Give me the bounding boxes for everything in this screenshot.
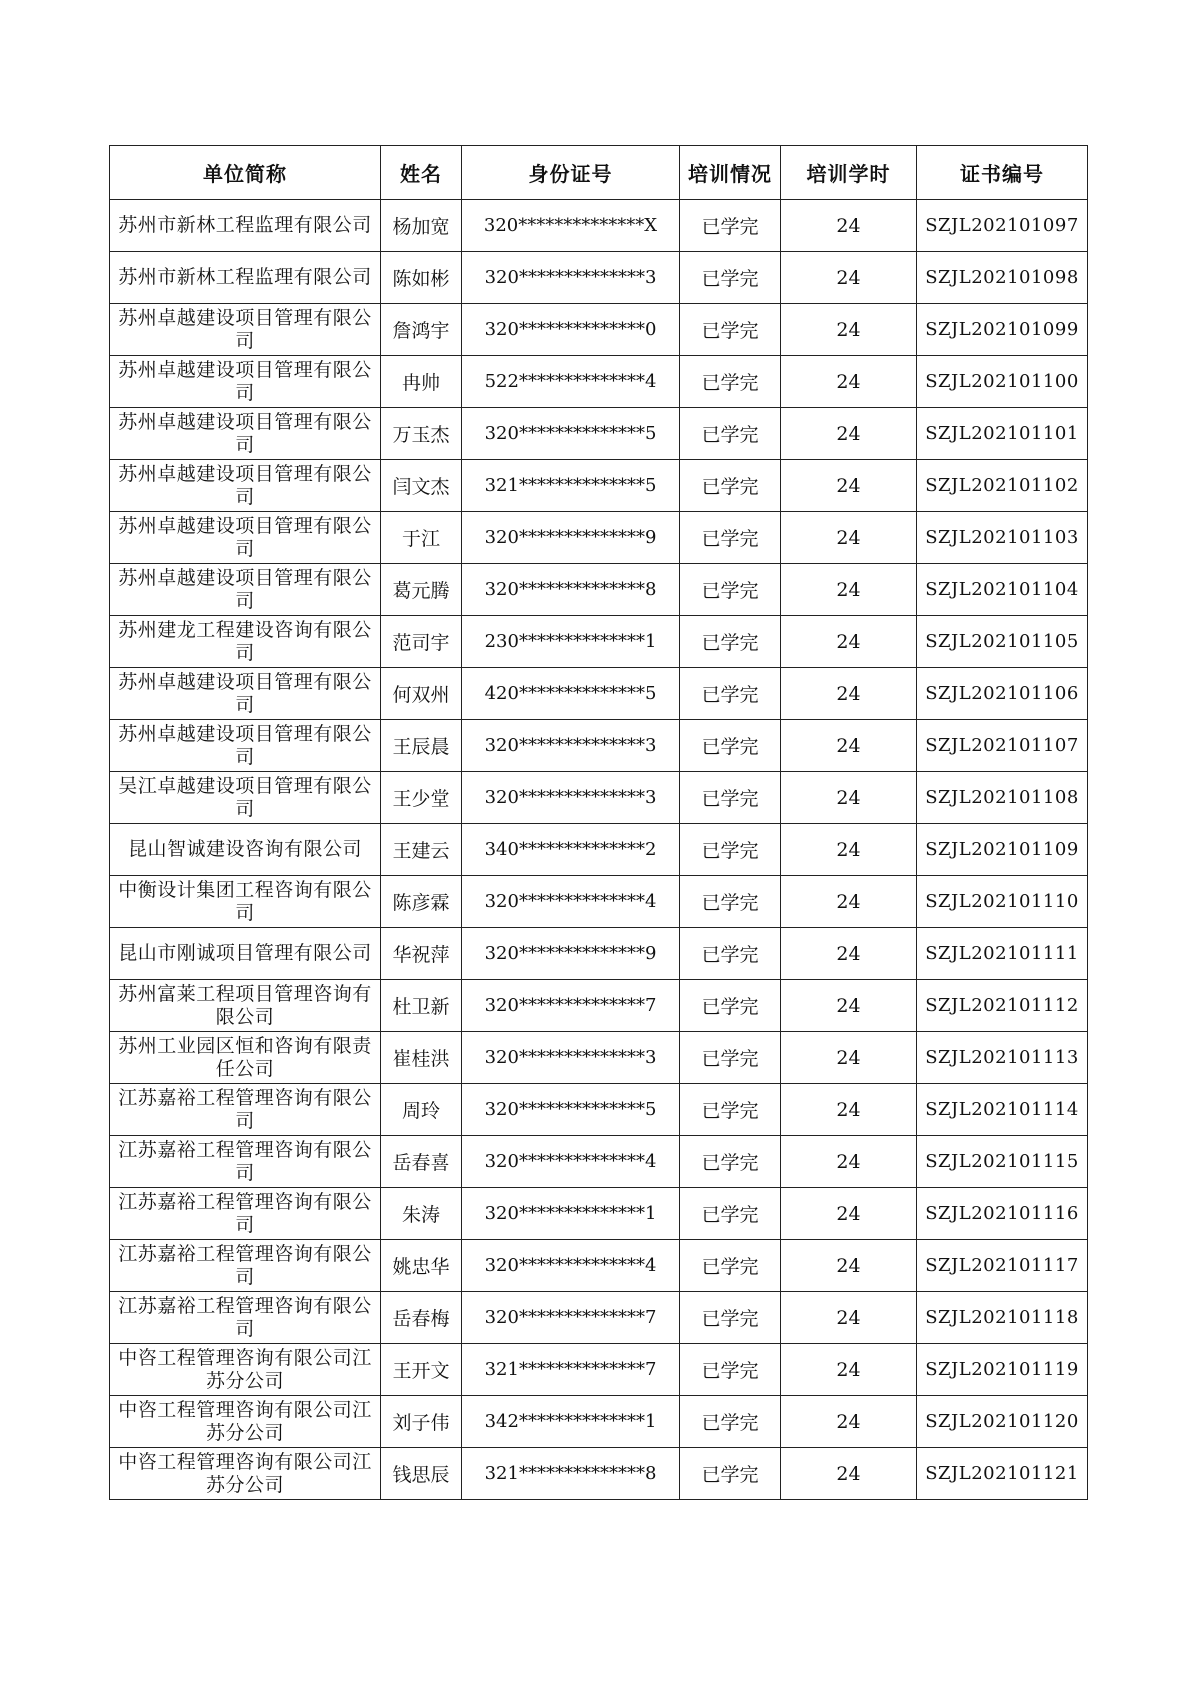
table-row — [110, 1292, 1088, 1344]
id-number-cell: 320**************5 — [462, 408, 680, 460]
header-company: 单位简称 — [110, 146, 381, 200]
id-number-cell: 320**************3 — [462, 772, 680, 824]
training-status-cell: 已学完 — [680, 1136, 781, 1188]
training-hours-cell: 24 — [781, 1084, 917, 1136]
training-hours-cell: 24 — [781, 1136, 917, 1188]
name-cell: 钱思辰 — [381, 1448, 462, 1500]
certificate-no-cell: SZJL202101107 — [917, 720, 1088, 772]
name-cell: 杨加宽 — [381, 200, 462, 252]
id-number-cell: 320**************9 — [462, 512, 680, 564]
certificate-no-cell: SZJL202101117 — [917, 1240, 1088, 1292]
table-row — [110, 1396, 1088, 1448]
company-cell — [110, 668, 381, 720]
training-hours-cell: 24 — [781, 616, 917, 668]
training-status-cell: 已学完 — [680, 356, 781, 408]
company-cell — [110, 980, 381, 1032]
training-hours-cell: 24 — [781, 1032, 917, 1084]
company-name-text: 江苏嘉裕工程管理咨询有限公司 — [118, 1294, 372, 1340]
name-cell: 万玉杰 — [381, 408, 462, 460]
table-row — [110, 980, 1088, 1032]
certificate-no-cell: SZJL202101116 — [917, 1188, 1088, 1240]
training-status-cell: 已学完 — [680, 408, 781, 460]
certificate-no-cell: SZJL202101115 — [917, 1136, 1088, 1188]
table-row — [110, 564, 1088, 616]
training-hours-cell: 24 — [781, 876, 917, 928]
header-training-hours: 培训学时 — [781, 146, 917, 200]
training-status-cell: 已学完 — [680, 1396, 781, 1448]
certificate-no-cell: SZJL202101100 — [917, 356, 1088, 408]
id-number-cell: 320**************3 — [462, 1032, 680, 1084]
training-hours-cell: 24 — [781, 720, 917, 772]
name-cell: 王少堂 — [381, 772, 462, 824]
training-hours-cell: 24 — [781, 980, 917, 1032]
company-name-text: 中咨工程管理咨询有限公司江苏分公司 — [118, 1398, 372, 1444]
name-cell: 范司宇 — [381, 616, 462, 668]
name-cell: 王辰晨 — [381, 720, 462, 772]
certificate-no-cell: SZJL202101108 — [917, 772, 1088, 824]
training-status-cell: 已学完 — [680, 1292, 781, 1344]
company-cell — [110, 252, 381, 304]
company-name-text: 苏州建龙工程建设咨询有限公司 — [118, 618, 372, 664]
company-cell — [110, 460, 381, 512]
company-cell — [110, 200, 381, 252]
table-row — [110, 1084, 1088, 1136]
certificate-no-cell: SZJL202101114 — [917, 1084, 1088, 1136]
training-hours-cell: 24 — [781, 200, 917, 252]
company-name-text: 中咨工程管理咨询有限公司江苏分公司 — [118, 1450, 372, 1496]
id-number-cell: 321**************7 — [462, 1344, 680, 1396]
name-cell: 周玲 — [381, 1084, 462, 1136]
id-number-cell: 320**************0 — [462, 304, 680, 356]
name-cell: 刘子伟 — [381, 1396, 462, 1448]
id-number-cell: 320**************7 — [462, 980, 680, 1032]
certificate-no-cell: SZJL202101098 — [917, 252, 1088, 304]
table-row — [110, 1032, 1088, 1084]
table-row — [110, 1240, 1088, 1292]
name-cell: 华祝萍 — [381, 928, 462, 980]
company-name-text: 苏州卓越建设项目管理有限公司 — [118, 514, 372, 560]
training-status-cell: 已学完 — [680, 928, 781, 980]
company-cell — [110, 1292, 381, 1344]
table-row — [110, 928, 1088, 980]
company-name-text: 苏州工业园区恒和咨询有限责任公司 — [118, 1034, 372, 1080]
training-hours-cell: 24 — [781, 824, 917, 876]
header-id-number: 身份证号 — [462, 146, 680, 200]
training-hours-cell: 24 — [781, 1240, 917, 1292]
table-row — [110, 408, 1088, 460]
company-cell — [110, 1188, 381, 1240]
company-cell — [110, 304, 381, 356]
name-cell: 冉帅 — [381, 356, 462, 408]
table-row — [110, 460, 1088, 512]
training-status-cell: 已学完 — [680, 824, 781, 876]
company-cell — [110, 356, 381, 408]
company-name-text: 中衡设计集团工程咨询有限公司 — [118, 878, 372, 924]
id-number-cell: 320**************4 — [462, 1136, 680, 1188]
id-number-cell: 320**************X — [462, 200, 680, 252]
id-number-cell: 320**************7 — [462, 1292, 680, 1344]
certificate-no-cell: SZJL202101121 — [917, 1448, 1088, 1500]
table-row — [110, 720, 1088, 772]
training-hours-cell: 24 — [781, 460, 917, 512]
table-row — [110, 1448, 1088, 1500]
company-cell — [110, 772, 381, 824]
name-cell: 陈彦霖 — [381, 876, 462, 928]
training-hours-cell: 24 — [781, 928, 917, 980]
company-name-text: 苏州卓越建设项目管理有限公司 — [118, 410, 372, 456]
training-hours-cell: 24 — [781, 1188, 917, 1240]
company-cell — [110, 512, 381, 564]
header-certificate-no: 证书编号 — [917, 146, 1088, 200]
table-row — [110, 1136, 1088, 1188]
name-cell: 何双州 — [381, 668, 462, 720]
table-row — [110, 772, 1088, 824]
certificate-no-cell: SZJL202101120 — [917, 1396, 1088, 1448]
training-hours-cell: 24 — [781, 356, 917, 408]
id-number-cell: 321**************5 — [462, 460, 680, 512]
certificate-no-cell: SZJL202101119 — [917, 1344, 1088, 1396]
table-header — [110, 146, 1088, 200]
certificate-no-cell: SZJL202101110 — [917, 876, 1088, 928]
company-cell — [110, 1344, 381, 1396]
company-cell — [110, 1448, 381, 1500]
training-status-cell: 已学完 — [680, 564, 781, 616]
id-number-cell: 340**************2 — [462, 824, 680, 876]
table-body — [110, 200, 1088, 1500]
training-status-cell: 已学完 — [680, 252, 781, 304]
training-status-cell: 已学完 — [680, 876, 781, 928]
table-row — [110, 616, 1088, 668]
id-number-cell: 320**************9 — [462, 928, 680, 980]
id-number-cell: 342**************1 — [462, 1396, 680, 1448]
certificate-no-cell: SZJL202101111 — [917, 928, 1088, 980]
id-number-cell: 320**************3 — [462, 720, 680, 772]
name-cell: 陈如彬 — [381, 252, 462, 304]
header-name: 姓名 — [381, 146, 462, 200]
company-name-text: 苏州市新林工程监理有限公司 — [118, 214, 372, 236]
company-cell — [110, 1084, 381, 1136]
id-number-cell: 320**************1 — [462, 1188, 680, 1240]
id-number-cell: 522**************4 — [462, 356, 680, 408]
training-hours-cell: 24 — [781, 772, 917, 824]
training-status-cell: 已学完 — [680, 720, 781, 772]
training-hours-cell: 24 — [781, 1292, 917, 1344]
id-number-cell: 320**************4 — [462, 876, 680, 928]
table-row — [110, 356, 1088, 408]
name-cell: 岳春喜 — [381, 1136, 462, 1188]
training-status-cell: 已学完 — [680, 460, 781, 512]
certificate-no-cell: SZJL202101104 — [917, 564, 1088, 616]
certificate-no-cell: SZJL202101106 — [917, 668, 1088, 720]
company-name-text: 昆山智诚建设咨询有限公司 — [127, 838, 362, 860]
company-name-text: 苏州卓越建设项目管理有限公司 — [118, 306, 372, 352]
company-name-text: 吴江卓越建设项目管理有限公司 — [118, 774, 372, 820]
company-cell — [110, 1396, 381, 1448]
name-cell: 岳春梅 — [381, 1292, 462, 1344]
training-hours-cell: 24 — [781, 1448, 917, 1500]
company-name-text: 江苏嘉裕工程管理咨询有限公司 — [118, 1190, 372, 1236]
company-name-text: 苏州富莱工程项目管理咨询有限公司 — [118, 982, 372, 1028]
company-name-text: 江苏嘉裕工程管理咨询有限公司 — [118, 1242, 372, 1288]
certificate-no-cell: SZJL202101101 — [917, 408, 1088, 460]
company-name-text: 苏州卓越建设项目管理有限公司 — [118, 358, 372, 404]
id-number-cell: 320**************3 — [462, 252, 680, 304]
company-name-text: 苏州卓越建设项目管理有限公司 — [118, 566, 372, 612]
company-cell — [110, 564, 381, 616]
training-status-cell: 已学完 — [680, 616, 781, 668]
table-row — [110, 824, 1088, 876]
name-cell: 葛元腾 — [381, 564, 462, 616]
training-roster-table — [109, 145, 1088, 1500]
company-cell — [110, 1136, 381, 1188]
company-cell — [110, 720, 381, 772]
id-number-cell: 321**************8 — [462, 1448, 680, 1500]
header-row — [110, 146, 1088, 200]
training-status-cell: 已学完 — [680, 1240, 781, 1292]
certificate-no-cell: SZJL202101118 — [917, 1292, 1088, 1344]
training-status-cell: 已学完 — [680, 980, 781, 1032]
training-hours-cell: 24 — [781, 1344, 917, 1396]
id-number-cell: 320**************8 — [462, 564, 680, 616]
company-name-text: 苏州卓越建设项目管理有限公司 — [118, 462, 372, 508]
company-name-text: 苏州卓越建设项目管理有限公司 — [118, 670, 372, 716]
certificate-no-cell: SZJL202101099 — [917, 304, 1088, 356]
company-name-text: 中咨工程管理咨询有限公司江苏分公司 — [118, 1346, 372, 1392]
id-number-cell: 320**************5 — [462, 1084, 680, 1136]
company-name-text: 苏州市新林工程监理有限公司 — [118, 266, 372, 288]
table-row — [110, 876, 1088, 928]
name-cell: 闫文杰 — [381, 460, 462, 512]
table-row — [110, 668, 1088, 720]
certificate-no-cell: SZJL202101103 — [917, 512, 1088, 564]
certificate-no-cell: SZJL202101105 — [917, 616, 1088, 668]
training-hours-cell: 24 — [781, 252, 917, 304]
training-status-cell: 已学完 — [680, 1032, 781, 1084]
company-name-text: 苏州卓越建设项目管理有限公司 — [118, 722, 372, 768]
table-row — [110, 1344, 1088, 1396]
certificate-no-cell: SZJL202101112 — [917, 980, 1088, 1032]
training-status-cell: 已学完 — [680, 512, 781, 564]
certificate-no-cell: SZJL202101097 — [917, 200, 1088, 252]
table-row — [110, 304, 1088, 356]
company-name-text: 昆山市刚诚项目管理有限公司 — [118, 942, 372, 964]
company-cell — [110, 1240, 381, 1292]
training-status-cell: 已学完 — [680, 1084, 781, 1136]
company-cell — [110, 928, 381, 980]
header-training-status: 培训情况 — [680, 146, 781, 200]
table-row — [110, 200, 1088, 252]
name-cell: 于江 — [381, 512, 462, 564]
company-name-text: 江苏嘉裕工程管理咨询有限公司 — [118, 1086, 372, 1132]
training-status-cell: 已学完 — [680, 1188, 781, 1240]
training-status-cell: 已学完 — [680, 668, 781, 720]
certificate-no-cell: SZJL202101102 — [917, 460, 1088, 512]
table-row — [110, 1188, 1088, 1240]
name-cell: 詹鸿宇 — [381, 304, 462, 356]
company-name-text: 江苏嘉裕工程管理咨询有限公司 — [118, 1138, 372, 1184]
name-cell: 杜卫新 — [381, 980, 462, 1032]
name-cell: 崔桂洪 — [381, 1032, 462, 1084]
training-hours-cell: 24 — [781, 668, 917, 720]
training-hours-cell: 24 — [781, 304, 917, 356]
name-cell: 王开文 — [381, 1344, 462, 1396]
name-cell: 王建云 — [381, 824, 462, 876]
id-number-cell: 420**************5 — [462, 668, 680, 720]
table-row — [110, 512, 1088, 564]
company-cell — [110, 408, 381, 460]
name-cell: 姚忠华 — [381, 1240, 462, 1292]
training-hours-cell: 24 — [781, 1396, 917, 1448]
company-cell — [110, 824, 381, 876]
training-status-cell: 已学完 — [680, 304, 781, 356]
company-cell — [110, 616, 381, 668]
training-status-cell: 已学完 — [680, 1344, 781, 1396]
training-status-cell: 已学完 — [680, 1448, 781, 1500]
training-hours-cell: 24 — [781, 512, 917, 564]
name-cell: 朱涛 — [381, 1188, 462, 1240]
certificate-no-cell: SZJL202101113 — [917, 1032, 1088, 1084]
company-cell — [110, 876, 381, 928]
training-status-cell: 已学完 — [680, 200, 781, 252]
id-number-cell: 320**************4 — [462, 1240, 680, 1292]
training-hours-cell: 24 — [781, 564, 917, 616]
certificate-no-cell: SZJL202101109 — [917, 824, 1088, 876]
training-status-cell: 已学完 — [680, 772, 781, 824]
id-number-cell: 230**************1 — [462, 616, 680, 668]
table-row — [110, 252, 1088, 304]
training-hours-cell: 24 — [781, 408, 917, 460]
company-cell — [110, 1032, 381, 1084]
